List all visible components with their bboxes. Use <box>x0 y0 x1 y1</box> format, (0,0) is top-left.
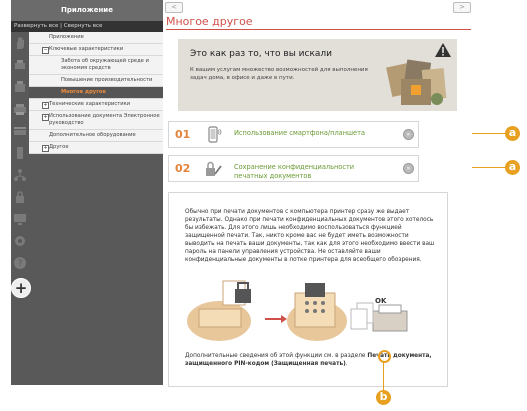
lock-pen-icon <box>203 159 223 179</box>
sidebar-item-key-features[interactable] <box>29 44 163 56</box>
lock-icon[interactable] <box>11 186 29 208</box>
expand-icon[interactable]: + <box>43 145 48 152</box>
body-text: Обычно при печати документов с компьютера принтер сразу же выдает результаты. Однако при печати конфиденциальных документов этого хотелось бы избежать. Для этого лишь необходимо воспользоваться функцией защищенной печати. Так, никто кроме вас не будет иметь возможности выводить на печать ваши документы, так как для этого необходимо ввести ваш пароль на панели управления устройства. Не оставляйте ваши конфиденциальные документы в лотке принтера для всеобщего обозрения. <box>185 209 435 263</box>
prev-page-button[interactable]: < <box>165 2 183 13</box>
screen-icon[interactable] <box>11 208 29 230</box>
sidebar-item-label: Забота об окружающей среде и экономия средств <box>61 58 149 72</box>
content-panel <box>168 192 448 387</box>
ok-label: OK <box>375 297 387 305</box>
callout-b-line <box>383 362 384 390</box>
scan-icon[interactable] <box>11 120 29 142</box>
expand-icon[interactable]: + <box>43 114 48 121</box>
sidebar-item-specs[interactable] <box>29 99 163 111</box>
card-title[interactable]: Использование смартфона/планшета <box>234 129 365 137</box>
sidebar-item-label: Дополнительное оборудование <box>49 132 136 139</box>
smartphone-icon <box>203 125 223 145</box>
callout-a1-line <box>472 133 506 134</box>
sidebar-header: Приложение <box>11 0 163 21</box>
sidebar-item-manual[interactable] <box>29 111 163 130</box>
card-title[interactable]: Сохранение конфиденциальности печатных документов <box>234 163 355 180</box>
gear-icon[interactable] <box>11 230 29 252</box>
expand-button[interactable]: » <box>403 129 414 140</box>
title-divider <box>166 29 471 30</box>
fax-icon[interactable] <box>11 76 29 98</box>
plus-circle-icon[interactable]: + <box>11 278 31 298</box>
sidebar <box>11 0 163 385</box>
collapse-icon[interactable]: − <box>43 47 48 54</box>
sidebar-item-label: Приложение <box>49 34 84 40</box>
sidebar-item-label: Ключевые характеристики <box>49 46 124 53</box>
sidebar-item-label: Повышение производительности <box>61 77 153 84</box>
callout-a2-line <box>472 167 506 168</box>
feature-card-smartphone[interactable] <box>168 121 419 148</box>
help-icon[interactable] <box>11 252 29 274</box>
card-number: 02 <box>175 162 191 175</box>
sidebar-item-label: Использование документа Электронное руководство <box>49 113 160 127</box>
sidebar-item-label: Другое <box>49 144 69 151</box>
copy-icon[interactable] <box>11 54 29 76</box>
banner-text: К вашим услугам множество возможностей для выполнения задач дома, в офисе и даже в пути. <box>190 67 368 81</box>
footer-text <box>185 353 445 369</box>
expand-button[interactable]: » <box>403 163 414 174</box>
page-title: Многое другое <box>166 15 253 28</box>
mobile-icon[interactable] <box>11 142 29 164</box>
sidebar-item-options[interactable] <box>29 130 163 142</box>
banner-title: Это как раз то, что вы искали <box>190 49 333 59</box>
sidebar-item-label: Технические характеристики <box>49 101 131 108</box>
secure-print-illustration <box>185 275 425 347</box>
sidebar-item-appendix[interactable] <box>29 32 163 44</box>
documents-illustration <box>383 55 455 109</box>
expand-all-link[interactable]: Развернуть все <box>14 23 59 29</box>
feature-card-confidential[interactable] <box>168 155 419 182</box>
print-icon[interactable] <box>11 98 29 120</box>
sidebar-item-eco[interactable] <box>29 56 163 75</box>
callout-b-highlight <box>378 350 391 363</box>
banner <box>178 39 457 111</box>
network-icon[interactable] <box>11 164 29 186</box>
sidebar-tree <box>29 32 163 154</box>
footer-prefix: Дополнительные сведения об этой функции см. в разделе <box>185 353 368 359</box>
callout-b: b <box>376 390 391 405</box>
main-content <box>163 0 474 385</box>
sidebar-item-more[interactable] <box>29 87 163 99</box>
callout-a1: a <box>505 126 520 141</box>
footer-suffix: . <box>345 360 348 367</box>
callout-a2: a <box>505 160 520 175</box>
expand-icon[interactable]: + <box>43 102 48 109</box>
sidebar-toggle <box>11 21 163 32</box>
card-number: 01 <box>175 128 191 141</box>
next-page-button[interactable]: > <box>453 2 471 13</box>
toggle-separator: | <box>58 23 64 29</box>
collapse-all-link[interactable]: Свернуть все <box>63 23 103 29</box>
secure-print-link[interactable]: Печать документа, защищенного PIN-кодом (Защищенная печать) <box>185 353 432 367</box>
sidebar-item-productivity[interactable] <box>29 75 163 87</box>
sidebar-icon-strip <box>11 32 29 296</box>
hand-icon[interactable] <box>11 32 29 54</box>
sidebar-item-other[interactable] <box>29 142 163 154</box>
svg-text:?: ? <box>17 259 23 269</box>
sidebar-item-label: Многое другое <box>61 89 106 96</box>
